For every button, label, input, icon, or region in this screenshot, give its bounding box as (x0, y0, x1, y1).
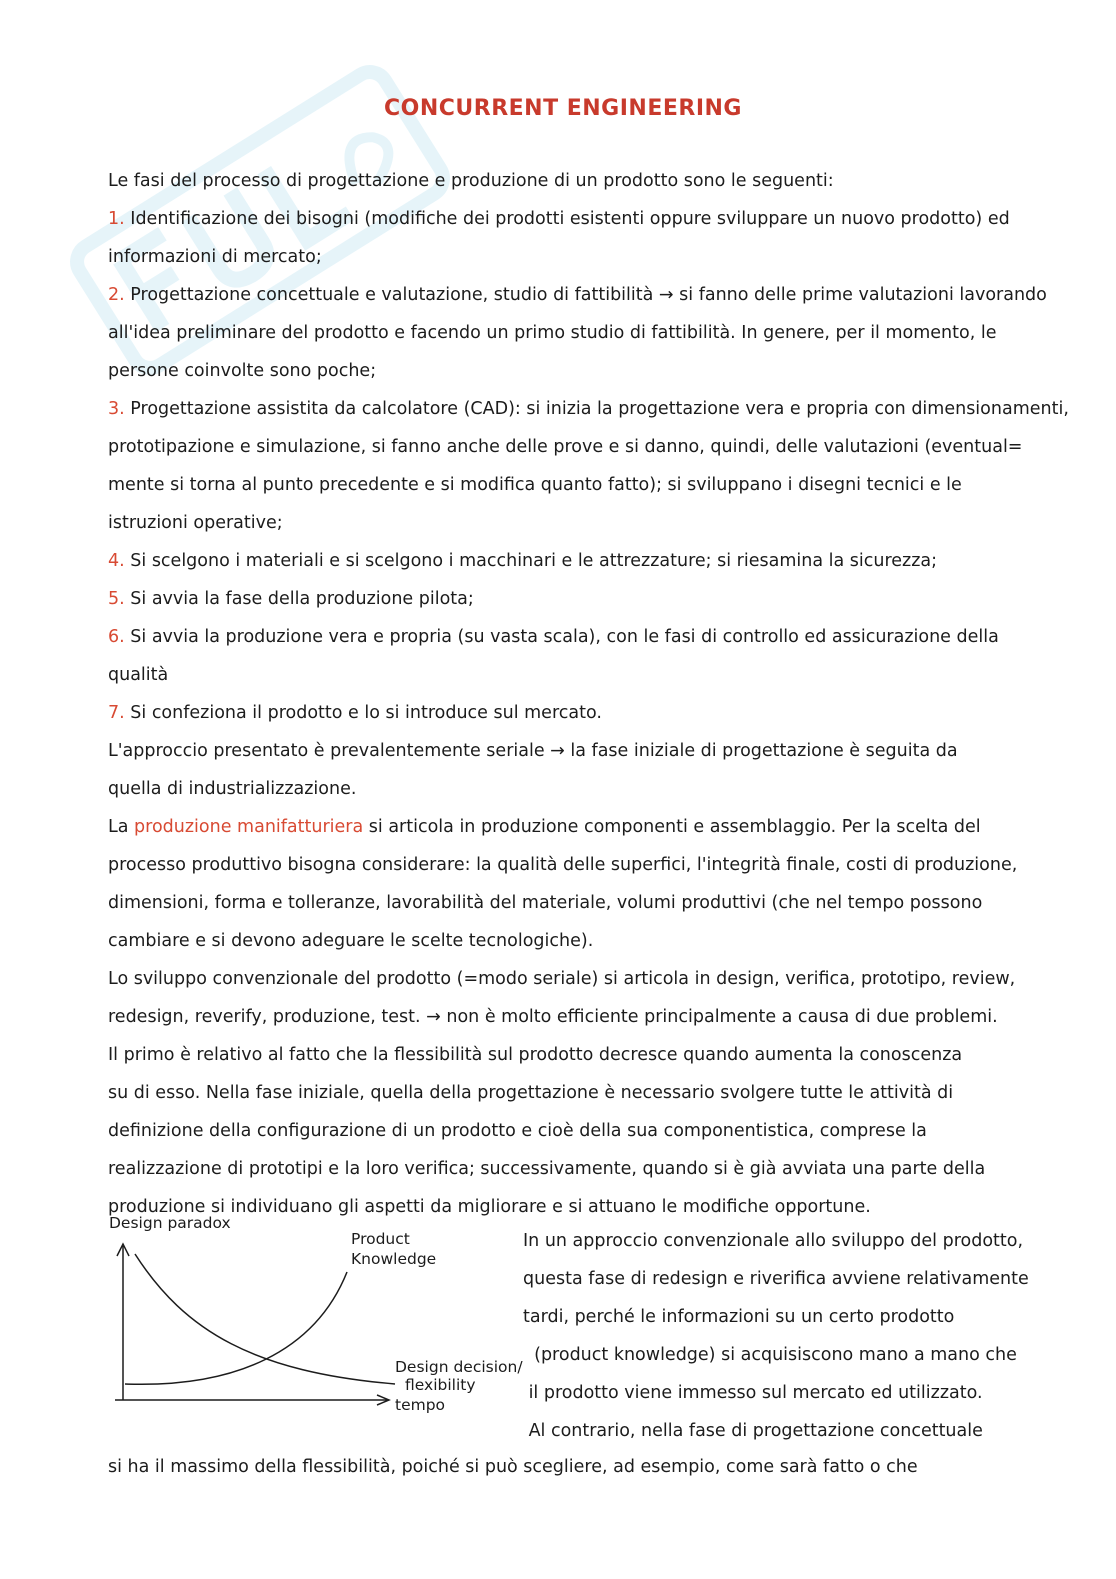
manufacturing-line-3: dimensioni, forma e tolleranze, lavorabilità del materiale, volumi produttivi (che nel tempo possono (108, 893, 983, 913)
conventional-line-6: realizzazione di prototipi e la loro verifica; successivamente, quando si è già avviata una parte della (108, 1159, 986, 1179)
conventional-line-5: definizione della configurazione di un prodotto e cioè della sua componentistica, comprese la (108, 1121, 927, 1141)
side-text (523, 1222, 1048, 1450)
step-1-line-1: 1. Identificazione dei bisogni (modifiche dei prodotti esistenti oppure sviluppare un nuovo prodotto) ed (108, 209, 1010, 229)
intro-line: Le fasi del processo di progettazione e produzione di un prodotto sono le seguenti: (108, 171, 834, 191)
step-3-line-1: 3. Progettazione assistita da calcolatore (CAD): si inizia la progettazione vera e propria con dimensionamenti, (108, 399, 1069, 419)
conventional-line-1: Lo sviluppo convenzionale del prodotto (=modo seriale) si articola in design, verifica, prototipo, review, (108, 969, 1016, 989)
approach-line-2: quella di industrializzazione. (108, 779, 357, 799)
step-2-line-3: persone coinvolte sono poche; (108, 361, 377, 381)
design-label-1: Design decision/ (395, 1358, 523, 1376)
knowledge-curve (125, 1272, 347, 1384)
flexibility-curve (135, 1254, 395, 1384)
conventional-line-2: redesign, reverify, produzione, test. → non è molto efficiente principalmente a causa di due problemi. (108, 1007, 998, 1027)
last-line: si ha il massimo della flessibilità, poiché si può scegliere, ad esempio, come sarà fatto o che (108, 1457, 918, 1477)
main-text (108, 162, 1069, 1226)
step-3-line-3: mente si torna al punto precedente e si modifica quanto fatto); si sviluppano i disegni tecnici e le (108, 475, 962, 495)
step-3-line-2: prototipazione e simulazione, si fanno anche delle prove e si danno, quindi, delle valutazioni (eventual= (108, 437, 1023, 457)
step-5-line-1: 5. Si avvia la fase della produzione pilota; (108, 589, 474, 609)
conventional-line-7: produzione si individuano gli aspetti da migliorare e si attuano le modifiche opportune. (108, 1197, 871, 1217)
side-line-5: il prodotto viene immesso sul mercato ed utilizzato. (523, 1383, 983, 1403)
step-6-line-2: qualità (108, 665, 169, 685)
highlight-term: produzione manifatturiera (134, 817, 364, 837)
design-paradox-diagram (105, 1212, 525, 1417)
manufacturing-line-4: cambiare e si devono adeguare le scelte tecnologiche). (108, 931, 594, 951)
conventional-line-4: su di esso. Nella fase iniziale, quella della progettazione è necessario svolgere tutte le attività di (108, 1083, 954, 1103)
step-2-line-1: 2. Progettazione concettuale e valutazione, studio di fattibilità → si fanno delle prime valutazioni lavorando (108, 285, 1047, 305)
product-label-2: Knowledge (351, 1250, 437, 1268)
step-7-line-1: 7. Si confeziona il prodotto e lo si introduce sul mercato. (108, 703, 602, 723)
step-3-line-4: istruzioni operative; (108, 513, 283, 533)
side-line-4: (product knowledge) si acquisiscono mano a mano che (523, 1345, 1017, 1365)
side-line-1: In un approccio convenzionale allo sviluppo del prodotto, (523, 1231, 1024, 1251)
page-title: CONCURRENT ENGINEERING (383, 96, 742, 121)
manufacturing-line-2: processo produttivo bisogna considerare: la qualità delle superfici, l'integrità finale, costi di produzione, (108, 855, 1018, 875)
conventional-line-3: Il primo è relativo al fatto che la flessibilità sul prodotto decresce quando aumenta la conoscenza (108, 1045, 963, 1065)
step-6-line-1: 6. Si avvia la produzione vera e propria (su vasta scala), con le fasi di controllo ed assicurazione della (108, 627, 999, 647)
step-4-line-1: 4. Si scelgono i materiali e si scelgono i macchinari e le attrezzature; si riesamina la sicurezza; (108, 551, 938, 571)
side-line-2: questa fase di redesign e riverifica avviene relativamente (523, 1269, 1029, 1289)
approach-line-1: L'approccio presentato è prevalentemente seriale → la fase iniziale di progettazione è seguita da (108, 741, 958, 761)
diagram-title: Design paradox (109, 1214, 231, 1232)
step-1-line-2: informazioni di mercato; (108, 247, 322, 267)
x-axis-label: tempo (395, 1396, 446, 1414)
manufacturing-line-1: La produzione manifatturiera si articola in produzione componenti e assemblaggio. Per la scelta del (108, 817, 981, 837)
design-label-2: flexibility (405, 1376, 476, 1394)
side-line-3: tardi, perché le informazioni su un certo prodotto (523, 1307, 955, 1327)
product-label-1: Product (351, 1230, 410, 1248)
step-2-line-2: all'idea preliminare del prodotto e facendo un primo studio di fattibilità. In genere, per il momento, le (108, 323, 997, 343)
side-line-6: Al contrario, nella fase di progettazione concettuale (523, 1421, 983, 1441)
